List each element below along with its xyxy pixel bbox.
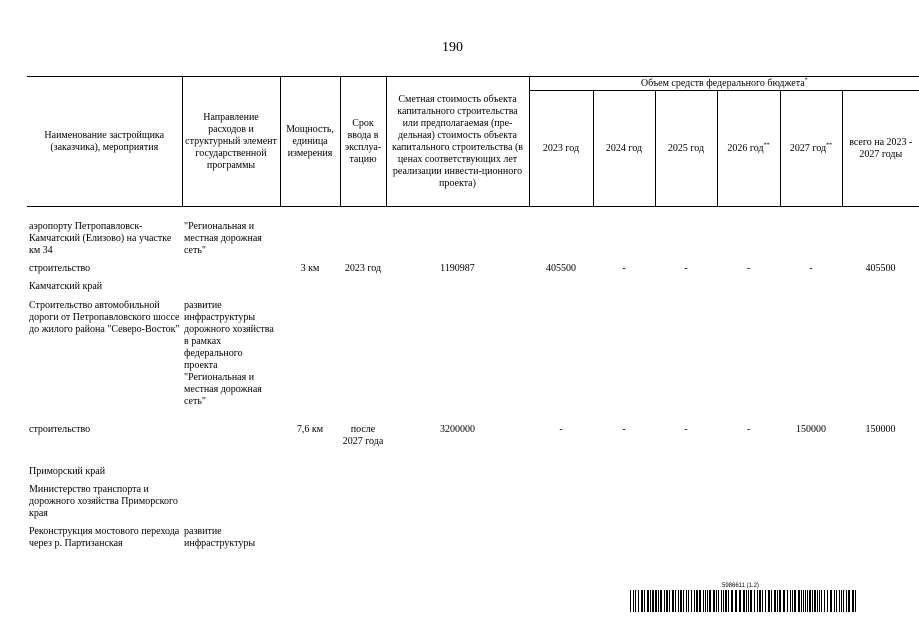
cell-total: 150000 xyxy=(865,424,896,435)
cell-y2027: - xyxy=(809,263,813,274)
cell-name: строительство xyxy=(29,263,91,274)
cell-y2024: - xyxy=(622,424,626,435)
table-row xyxy=(27,466,919,484)
header-year-2024: 2024 год xyxy=(593,91,655,207)
table-row xyxy=(27,526,919,556)
header-term: Срок ввода в эксплуа-тацию xyxy=(340,77,386,207)
header-cost: Сметная стоимость объекта капитального строительства или предполагаемая (пре-дельная) стоимость объекта капитального строительства (в ценах соответствующих лет реализации инвести-ционного проекта) xyxy=(386,77,529,207)
table-row xyxy=(27,263,919,281)
header-budget-group: Объем средств федерального бюджета* xyxy=(529,77,919,91)
cell-name: Приморский край xyxy=(29,466,106,477)
header-total: всего на 2023 - 2027 годы xyxy=(842,91,919,207)
table-row xyxy=(27,221,919,263)
cell-direction: развитие инфраструктуры xyxy=(184,526,256,549)
barcode-block xyxy=(630,583,858,613)
cell-name: аэропорту Петропавловск-Камчатский (Елизово) на участке км 34 xyxy=(29,221,172,256)
cell-term: 2023 год xyxy=(344,263,382,274)
header-year-2026: 2026 год** xyxy=(717,91,780,207)
table-row xyxy=(27,281,919,300)
cell-capacity: 3 км xyxy=(300,263,320,274)
header-year-2025: 2025 год xyxy=(655,91,717,207)
cell-y2027: 150000 xyxy=(796,424,826,435)
cell-direction xyxy=(182,263,280,281)
table-row xyxy=(27,424,919,466)
table-row xyxy=(27,484,919,526)
cell-total: 405500 xyxy=(865,263,896,274)
cell-cost: 1190987 xyxy=(440,263,475,274)
cell-y2023: - xyxy=(559,424,563,435)
cell-y2025: - xyxy=(684,424,688,435)
cell-y2023: 405500 xyxy=(546,263,576,274)
cell-name: строительство xyxy=(29,424,91,435)
budget-table xyxy=(27,76,919,556)
cell-direction xyxy=(182,424,280,466)
cell-name: Министерство транспорта и дорожного хозяйства Приморского края xyxy=(29,484,178,519)
cell-name: Строительство автомобильной дороги от Петропавловского шоссе до жилого района "Северо-Восток" xyxy=(29,300,180,335)
cell-y2026: - xyxy=(746,263,751,274)
header-year-2027: 2027 год** xyxy=(780,91,842,207)
cell-cost: 3200000 xyxy=(440,424,475,435)
table-row xyxy=(27,300,919,424)
page-number: 190 xyxy=(442,40,463,55)
header-direction: Направление расходов и структурный элемент государственной программы xyxy=(182,77,280,207)
cell-y2025: - xyxy=(684,263,688,274)
cell-direction: развитие инфраструктуры дорожного хозяйства в рамках федерального проекта "Региональная и местная дорожная сеть" xyxy=(184,300,274,407)
cell-term: после 2027 года xyxy=(342,424,384,447)
cell-direction: "Региональная и местная дорожная сеть" xyxy=(184,221,262,256)
barcode-label: 5986611 (1.2) xyxy=(722,583,759,589)
cell-name: Реконструкция мостового перехода через р. Партизанская xyxy=(29,526,180,549)
header-name: Наименование застройщика (заказчика), мероприятия xyxy=(27,77,182,207)
cell-y2024: - xyxy=(622,263,626,274)
header-year-2023: 2023 год xyxy=(529,91,593,207)
barcode-icon xyxy=(630,590,858,612)
cell-name: Камчатский край xyxy=(29,281,103,292)
header-capacity: Мощность, единица измерения xyxy=(280,77,340,207)
cell-capacity: 7,6 км xyxy=(296,424,324,435)
cell-y2026: - xyxy=(746,424,751,435)
